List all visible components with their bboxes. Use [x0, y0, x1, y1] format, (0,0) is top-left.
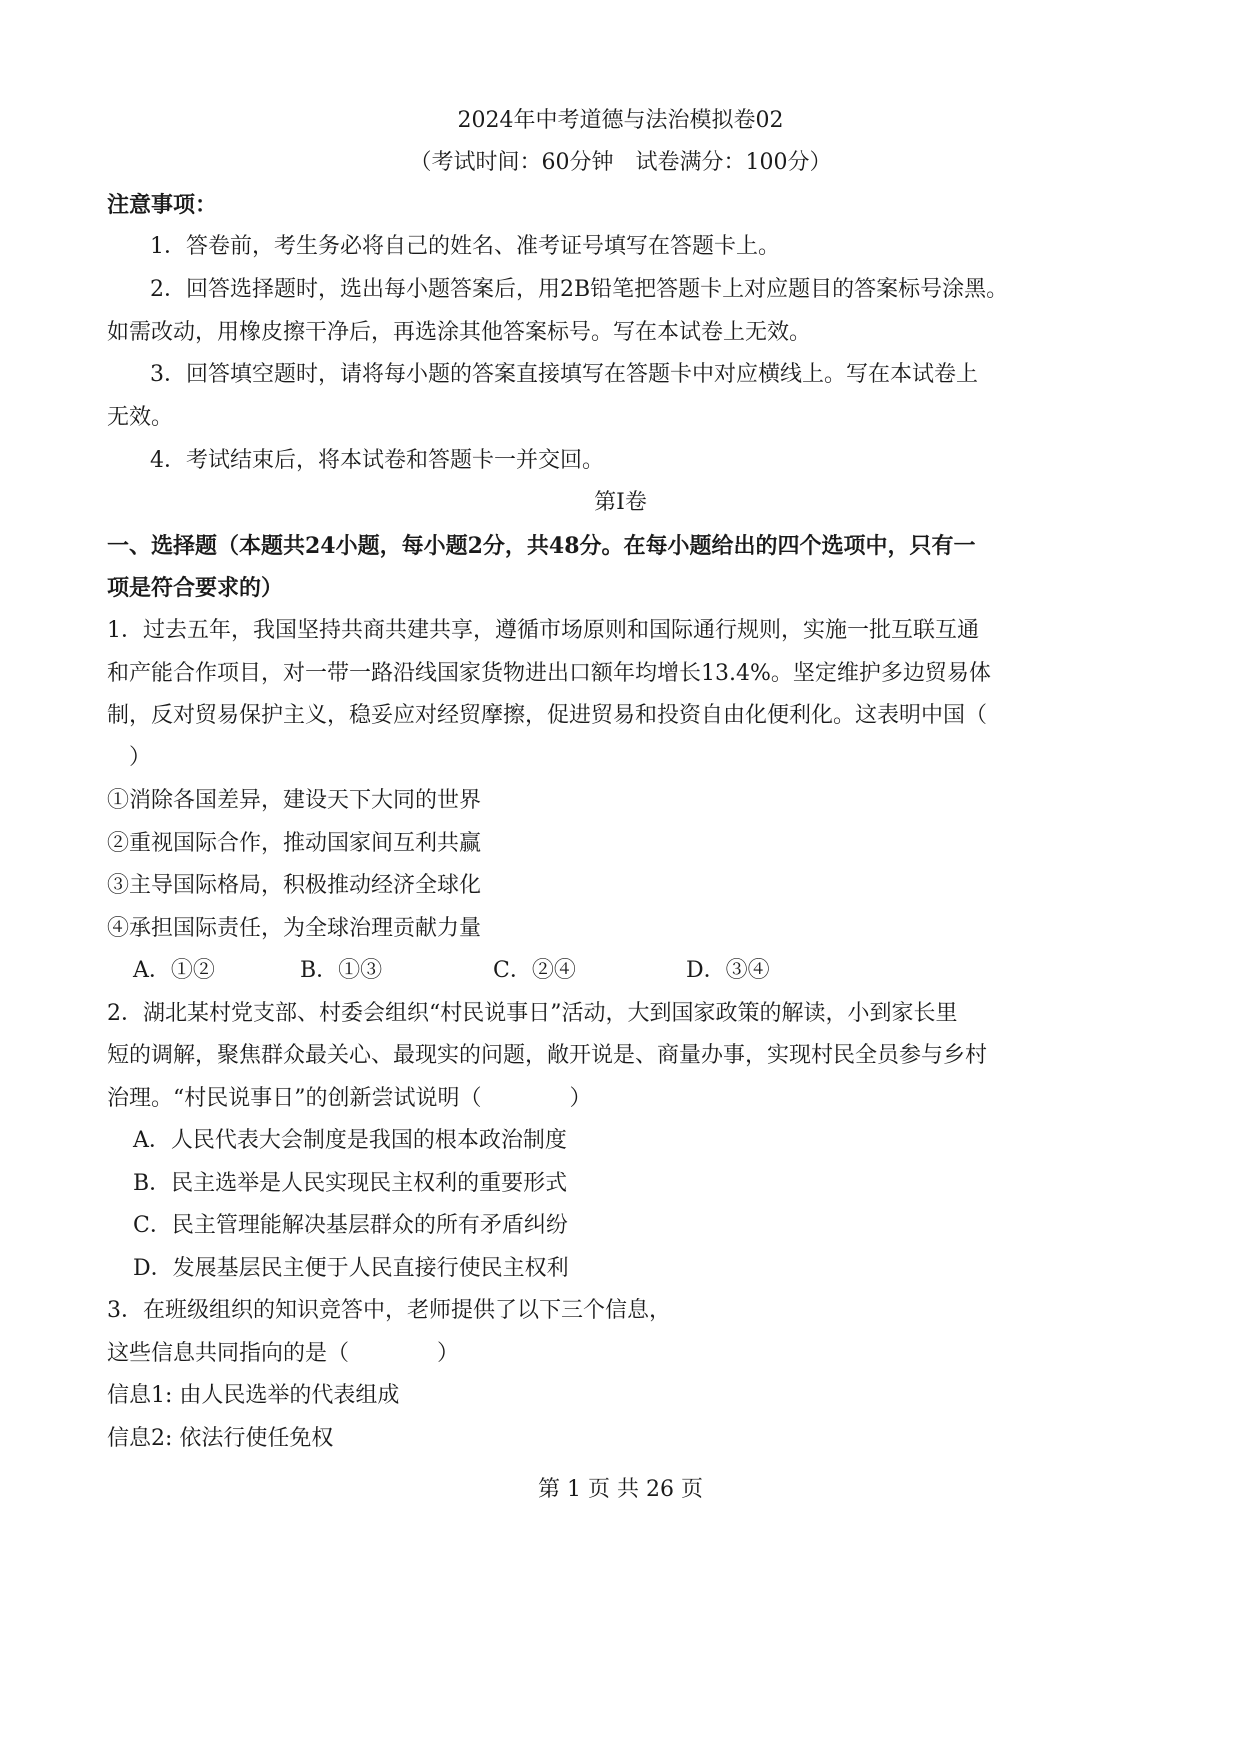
- question-text: 治理。“村民说事日”的创新尝试说明（ ）: [107, 1086, 592, 1111]
- option-d: D．③④: [686, 958, 770, 983]
- option-a: A．①②: [133, 958, 215, 983]
- exam-subtitle: （考试时间：60分钟 试卷满分：100分）: [409, 150, 832, 175]
- option-a: A．人民代表大会制度是我国的根本政治制度: [133, 1128, 567, 1153]
- exam-title: 2024年中考道德与法治模拟卷02: [457, 108, 784, 133]
- statement: ②重视国际合作，推动国家间互利共赢: [107, 831, 482, 856]
- statement: ④承担国际责任，为全球治理贡献力量: [107, 916, 482, 941]
- page-footer: 第 1 页 共 26 页: [538, 1477, 703, 1502]
- notice-item: 如需改动，用橡皮擦干净后，再选涂其他答案标号。写在本试卷上无效。: [107, 320, 812, 345]
- question-text: 1．过去五年，我国坚持共商共建共享，遵循市场原则和国际通行规则，实施一批互联互通: [107, 618, 980, 643]
- option-c: C．民主管理能解决基层群众的所有矛盾纠纷: [133, 1213, 568, 1238]
- notice-item: 无效。: [107, 405, 174, 430]
- question-text: 短的调解，聚焦群众最关心、最现实的问题，敞开说是、商量办事，实现村民全员参与乡村: [107, 1043, 988, 1068]
- statement: ①消除各国差异，建设天下大同的世界: [107, 788, 482, 813]
- notice-heading: 注意事项：: [107, 192, 218, 218]
- volume-title: 第Ⅰ卷: [594, 490, 647, 515]
- option-d: D．发展基层民主便于人民直接行使民主权利: [133, 1256, 569, 1281]
- notice-item: 2．回答选择题时，选出每小题答案后，用2B铅笔把答题卡上对应题目的答案标号涂黑。: [150, 277, 1009, 302]
- question-text: 2．湖北某村党支部、村委会组织“村民说事日”活动，大到国家政策的解读，小到家长里: [107, 1001, 958, 1026]
- section-heading: 一、选择题（本题共24小题，每小题2分，共48分。在每小题给出的四个选项中，只有一: [107, 533, 976, 559]
- statement: ③主导国际格局，积极推动经济全球化: [107, 873, 482, 898]
- option-c: C．②④: [493, 958, 576, 983]
- question-text: 制，反对贸易保护主义，稳妥应对经贸摩擦，促进贸易和投资自由化便利化。这表明中国（: [107, 703, 988, 728]
- option-b: B．民主选举是人民实现民主权利的重要形式: [133, 1171, 568, 1196]
- info-line: 信息2: 依法行使任免权: [107, 1426, 334, 1451]
- option-b: B．①③: [300, 958, 383, 983]
- question-text: 和产能合作项目，对一带一路沿线国家货物进出口额年均增长13.4%。坚定维护多边贸易体: [107, 661, 991, 686]
- question-text: 3．在班级组织的知识竞答中，老师提供了以下三个信息，: [107, 1298, 671, 1323]
- section-heading: 项是符合要求的）: [107, 575, 284, 601]
- notice-item: 3．回答填空题时，请将每小题的答案直接填写在答题卡中对应横线上。写在本试卷上: [150, 362, 978, 387]
- notice-item: 4．考试结束后，将本试卷和答题卡一并交回。: [150, 448, 604, 473]
- question-text: 这些信息共同指向的是（ ）: [107, 1341, 460, 1366]
- question-text: ）: [107, 745, 152, 770]
- notice-item: 1．答卷前，考生务必将自己的姓名、准考证号填写在答题卡上。: [150, 234, 780, 259]
- info-line: 信息1: 由人民选举的代表组成: [107, 1383, 400, 1408]
